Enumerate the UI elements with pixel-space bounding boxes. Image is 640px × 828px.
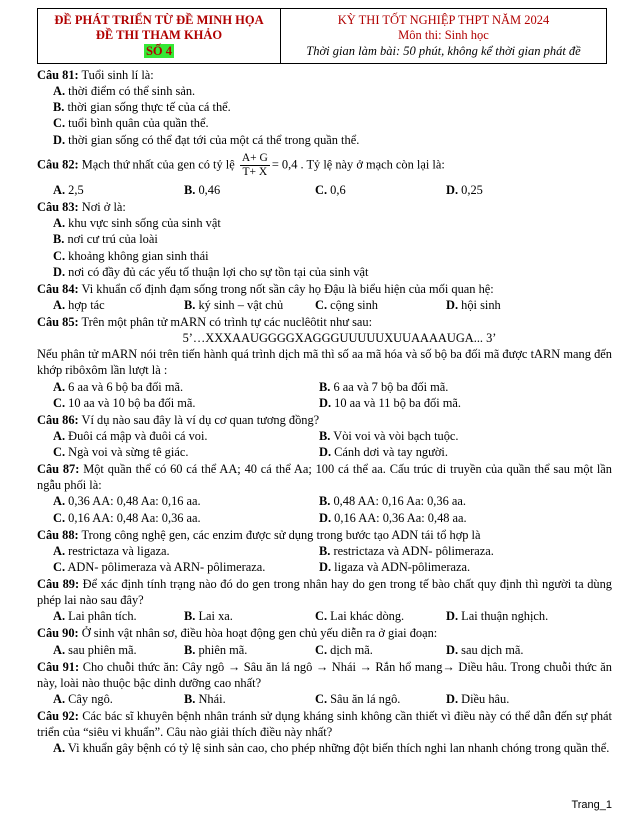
option-b: B. restrictaza và ADN- pôlimeraza. bbox=[319, 543, 494, 558]
question-number: Câu 84: bbox=[37, 281, 79, 296]
option-d: D. 0,25 bbox=[446, 183, 483, 198]
options-row bbox=[37, 395, 612, 411]
question-number: Câu 89: bbox=[37, 577, 80, 592]
header-subject: Môn thi: Sinh học bbox=[398, 28, 489, 43]
option-c: C. Ngà voi và sừng tê giác. bbox=[53, 445, 189, 460]
fraction-denominator: T+ X bbox=[242, 165, 268, 178]
question-text: Tuổi sinh lí là: bbox=[81, 68, 154, 82]
question-text: Trong công nghệ gen, các enzim được sử dụng trong bước tạo ADN tái tổ hợp là bbox=[81, 527, 481, 542]
option-d: D. 10 aa và 11 bộ ba đối mã. bbox=[319, 395, 462, 410]
option-b: B. phiên mã. bbox=[184, 642, 248, 657]
question-86 bbox=[37, 412, 612, 460]
option-b: B. Lai xa. bbox=[184, 609, 233, 624]
ratio-fraction bbox=[240, 152, 270, 179]
options-row bbox=[37, 428, 612, 444]
option-d: D. 0,16 AA: 0,36 Aa: 0,48 aa. bbox=[319, 510, 467, 525]
exam-header bbox=[37, 8, 607, 64]
question-number: Câu 83: bbox=[37, 200, 79, 215]
option-b: B. 0,48 AA: 0,16 Aa: 0,36 aa. bbox=[319, 494, 466, 509]
question-number: Câu 81: bbox=[37, 68, 79, 82]
header-exam-number: SỐ 4 bbox=[145, 43, 173, 58]
option-d: D. sau dịch mã. bbox=[446, 642, 524, 657]
question-text: Một quần thể có 60 cá thể AA; 40 cá thể Aa; 100 cá thể aa. Cấu trúc di truyền của quần thể sau một lần ngẫu phối là: bbox=[37, 462, 612, 493]
question-number: Câu 86: bbox=[37, 412, 79, 427]
option-d: D. Cánh dơi và tay người. bbox=[319, 445, 448, 460]
option-a: A. sau phiên mã. bbox=[53, 642, 137, 657]
question-text: Vi khuẩn cố định đạm sống trong nốt sần cây họ Đậu là biểu hiện của mối quan hệ: bbox=[81, 281, 494, 296]
question-87 bbox=[37, 461, 612, 526]
header-exam-title: KỲ THI TỐT NGHIỆP THPT NĂM 2024 bbox=[337, 12, 550, 27]
question-text: Mạch thứ nhất của gen có tỷ lệ bbox=[81, 157, 235, 172]
option-d: D. Diều hâu. bbox=[446, 691, 510, 706]
option-a: A. hợp tác bbox=[53, 297, 105, 312]
question-84 bbox=[37, 281, 612, 313]
options-row bbox=[37, 510, 612, 526]
question-text: Ví dụ nào sau đây là ví dụ cơ quan tương đồng? bbox=[81, 412, 320, 427]
option-b: B. Vòi voi và vòi bạch tuộc. bbox=[319, 428, 459, 443]
question-82 bbox=[37, 152, 612, 199]
options-row bbox=[37, 379, 612, 395]
question-text: Để xác định tính trạng nào đó do gen trong nhân hay do gen trong tế bào chất quy định thì người ta dùng phép lai nào sau đây? bbox=[37, 577, 612, 608]
question-90 bbox=[37, 625, 612, 657]
question-91 bbox=[37, 659, 612, 707]
question-number: Câu 91: bbox=[37, 659, 80, 674]
option-c: C. 0,6 bbox=[315, 183, 346, 198]
option-a: A. khu vực sinh sống của sinh vật bbox=[53, 216, 221, 231]
options-row bbox=[37, 642, 612, 658]
question-85 bbox=[37, 314, 612, 411]
question-text-2: Nếu phân tử mARN nói trên tiến hành quá trình dịch mã thì số aa mã hóa và số bộ ba đối mã được tARN mang đến khớp ribôxôm lần lượt là : bbox=[37, 347, 612, 378]
header-duration: Thời gian làm bài: 50 phút, không kể thời gian phát đề bbox=[306, 43, 581, 58]
question-number: Câu 82: bbox=[37, 157, 79, 172]
question-number: Câu 92: bbox=[37, 709, 79, 724]
fraction-numerator: A+ G bbox=[240, 152, 270, 166]
option-a: A. 0,36 AA: 0,48 Aa: 0,16 aa. bbox=[53, 494, 201, 509]
option-c: C. 0,16 AA: 0,48 Aa: 0,36 aa. bbox=[53, 510, 201, 525]
option-b: B. ký sinh – vật chủ bbox=[184, 297, 284, 312]
header-source: ĐỀ PHÁT TRIỂN TỪ ĐỀ MINH HỌA bbox=[54, 12, 264, 27]
options-row bbox=[37, 559, 612, 575]
question-number: Câu 85: bbox=[37, 315, 79, 330]
option-a: A. thời điểm có thể sinh sản. bbox=[53, 84, 196, 99]
question-text-after: = 0,4 . Tỷ lệ này ở mạch còn lại là: bbox=[271, 157, 445, 172]
option-c: C. cộng sinh bbox=[315, 297, 378, 312]
question-92 bbox=[37, 708, 612, 756]
option-c: C. Sâu ăn lá ngô. bbox=[315, 691, 401, 706]
option-b: B. 6 aa và 7 bộ ba đối mã. bbox=[319, 379, 449, 394]
options-row bbox=[37, 493, 612, 509]
option-b: B. nơi cư trú của loài bbox=[53, 232, 158, 247]
option-c: C. Lai khác dòng. bbox=[315, 609, 405, 624]
option-c: C. tuổi bình quân của quần thể. bbox=[53, 116, 209, 131]
page-number: Trang_1 bbox=[571, 798, 612, 811]
option-b: B. Nhái. bbox=[184, 691, 226, 706]
question-89 bbox=[37, 576, 612, 624]
exam-body bbox=[37, 66, 612, 756]
option-d: D. Lai thuận nghịch. bbox=[446, 609, 549, 624]
question-text: Cho chuỗi thức ăn: Cây ngô → Sâu ăn lá ngô → Nhái → Rắn hổ mang→ Diều hâu. Trong chuỗi thức ăn này, loài nào thuộc bậc dinh dưỡng cao nhất? bbox=[37, 659, 612, 690]
option-d: D. hội sinh bbox=[446, 297, 501, 312]
header-right-cell bbox=[281, 9, 607, 64]
option-c: C. dịch mã. bbox=[315, 642, 373, 657]
mrna-sequence: 5’…XXXAAUGGGGXAGGGUUUUUXUUAAAAUGA... 3’ bbox=[182, 331, 497, 346]
option-b: B. thời gian sống thực tế của cá thể. bbox=[53, 100, 231, 115]
options-row bbox=[37, 691, 612, 707]
option-d: D. nơi có đầy đủ các yếu tố thuận lợi cho sự tồn tại của sinh vật bbox=[53, 264, 369, 279]
option-a: A. 2,5 bbox=[53, 183, 84, 198]
option-c: C. 10 aa và 10 bộ ba đối mã. bbox=[53, 395, 196, 410]
option-a: A. Lai phân tích. bbox=[53, 609, 137, 624]
option-d: D. thời gian sống có thể đạt tới của một cá thể trong quần thể. bbox=[53, 132, 360, 147]
option-a: A. restrictaza và ligaza. bbox=[53, 543, 170, 558]
question-number: Câu 88: bbox=[37, 527, 79, 542]
question-81 bbox=[37, 67, 612, 148]
option-c: C. ADN- pôlimeraza và ARN- pôlimeraza. bbox=[53, 559, 266, 574]
option-b: B. 0,46 bbox=[184, 183, 221, 198]
option-a: A. Đuôi cá mập và đuôi cá voi. bbox=[53, 428, 208, 443]
options-row bbox=[37, 182, 612, 198]
question-83 bbox=[37, 199, 612, 280]
question-text: Nơi ở là: bbox=[81, 200, 126, 215]
option-a: A. Vi khuẩn gây bệnh có tỷ lệ sinh sản cao, cho phép những đột biến thích nghi lan nhanh chóng trong quần thể. bbox=[53, 741, 610, 756]
question-number: Câu 90: bbox=[37, 626, 79, 641]
question-number: Câu 87: bbox=[37, 462, 80, 477]
header-exam-type: ĐỀ THI THAM KHẢO bbox=[95, 28, 223, 43]
option-d: D. ligaza và ADN-pôlimeraza. bbox=[319, 559, 471, 574]
options-row bbox=[37, 608, 612, 624]
header-left-cell bbox=[38, 9, 281, 64]
option-a: A. 6 aa và 6 bộ ba đối mã. bbox=[53, 379, 184, 394]
options-row bbox=[37, 543, 612, 559]
question-text: Ở sinh vật nhân sơ, điều hòa hoạt động gen chủ yếu diễn ra ở giai đoạn: bbox=[81, 626, 438, 641]
question-text: Các bác sĩ khuyên bệnh nhân tránh sử dụng kháng sinh không cần thiết vì điều này có thể dẫn đến sự phát triển của “siêu vi khuẩn”. Câu nào giải thích điều này nhất? bbox=[37, 709, 612, 740]
options-row bbox=[37, 297, 612, 313]
question-text: Trên một phân tử mARN có trình tự các nuclêôtit như sau: bbox=[81, 315, 373, 330]
question-88 bbox=[37, 527, 612, 575]
option-a: A. Cây ngô. bbox=[53, 691, 113, 706]
options-row bbox=[37, 444, 612, 460]
option-c: C. khoảng không gian sinh thái bbox=[53, 248, 209, 263]
